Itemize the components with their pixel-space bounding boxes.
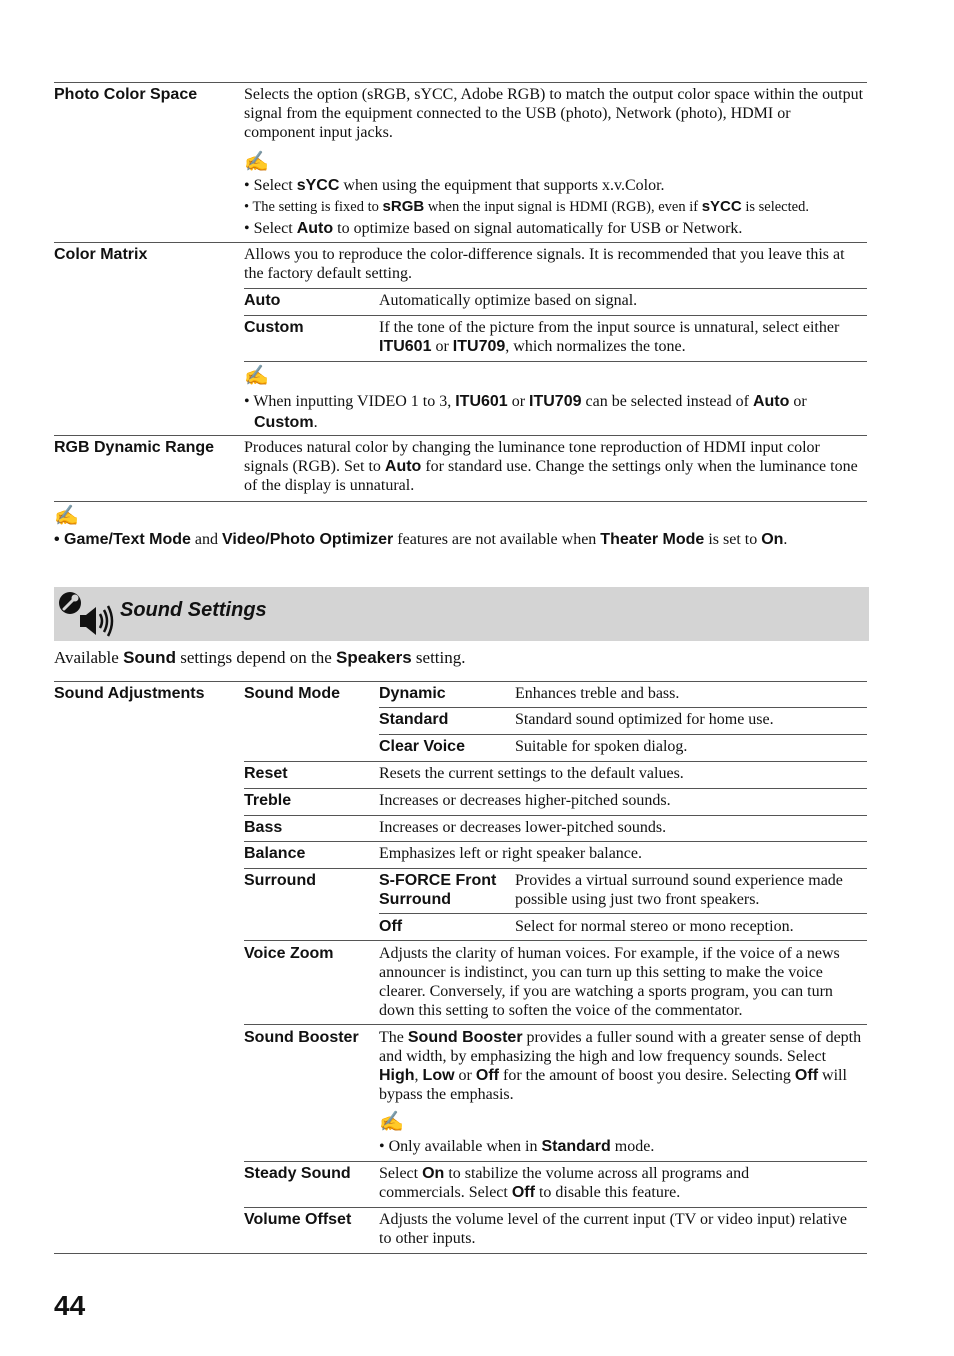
photo-color-space-note-2: • The setting is fixed to sRGB when the input signal is HDMI (RGB), even if sYCC is selected. [244, 198, 809, 215]
treble-label: Treble [244, 792, 292, 809]
reset-desc: Resets the current settings to the default values. [379, 765, 684, 782]
rule [244, 761, 867, 762]
sound-settings-banner [54, 587, 869, 641]
rgb-dynamic-range-desc: Produces natural color by changing the luminance tone reproduction of HDMI input color signals (RGB). Set to Auto for standard use. Change the settings only when the luminance tone of the display is unnatural. [244, 439, 858, 494]
balance-label: Balance [244, 845, 306, 862]
sound-intro: Available Sound settings depend on the Speakers setting. [54, 648, 466, 667]
note-icon: ✍ [244, 365, 269, 387]
color-matrix-custom-desc: If the tone of the picture from the input source is unnatural, select either ITU601 or ITU709, which normalizes the tone. [379, 319, 840, 355]
surround-off-label: Off [379, 918, 403, 935]
sound-booster-desc: The Sound Booster provides a fuller sound with a greater sense of depth and width, by emphasizing the high and low frequency sounds. Select High, Low or Off for the amount of boost you desire. Selecting Off will bypass the emphasis. [379, 1029, 862, 1103]
voice-zoom-label: Voice Zoom [244, 945, 334, 962]
wrench-speaker-icon [56, 590, 116, 640]
note-icon: ✍ [379, 1111, 404, 1133]
color-matrix-note: • When inputting VIDEO 1 to 3, ITU601 or ITU709 can be selected instead of Auto or Custom. [244, 393, 807, 431]
rule [54, 435, 867, 436]
steady-sound-label: Steady Sound [244, 1165, 351, 1182]
note-icon: ✍ [244, 151, 269, 173]
note-icon: ✍ [54, 505, 79, 527]
sound-booster-note: • Only available when in Standard mode. [379, 1138, 655, 1155]
rule [54, 1253, 867, 1254]
rule [54, 242, 867, 243]
sound-mode-option: Dynamic [379, 685, 446, 702]
color-matrix-desc: Allows you to reproduce the color-difference signals. It is recommended that you leave this at the factory default setting. [244, 246, 845, 282]
rule [54, 82, 867, 83]
rule [379, 707, 867, 708]
rule [244, 841, 867, 842]
surround-sforce-label: S-FORCE Front Surround [379, 872, 497, 908]
surround-off-desc: Select for normal stereo or mono reception. [515, 918, 794, 935]
rule [244, 868, 867, 869]
section-title: Sound Settings [120, 599, 267, 621]
sound-mode-option: Clear Voice [379, 738, 465, 755]
sound-adjustments-label: Sound Adjustments [54, 685, 205, 702]
volume-offset-desc: Adjusts the volume level of the current input (TV or video input) relative to other inputs. [379, 1211, 848, 1247]
rule [244, 815, 867, 816]
color-matrix-label: Color Matrix [54, 246, 148, 263]
rule [244, 315, 867, 316]
rule [244, 940, 867, 941]
photo-color-space-desc: Selects the option (sRGB, sYCC, Adobe RGB) to match the output color space within the output signal from the equipment connected to the USB (photo), Network (photo), HDMI or component input jacks. [244, 86, 864, 141]
reset-label: Reset [244, 765, 288, 782]
page-number: 44 [54, 1290, 86, 1321]
treble-desc: Increases or decreases higher-pitched sounds. [379, 792, 671, 809]
picture-footnote: • Game/Text Mode and Video/Photo Optimizer features are not available when Theater Mode is set to On. [54, 531, 788, 548]
rule [379, 734, 867, 735]
color-matrix-auto-desc: Automatically optimize based on signal. [379, 292, 638, 309]
sound-mode-option-desc: Standard sound optimized for home use. [515, 711, 774, 728]
sound-booster-label: Sound Booster [244, 1029, 359, 1046]
bass-label: Bass [244, 819, 283, 836]
surround-sforce-desc: Provides a virtual surround sound experience made possible using just two front speakers. [515, 872, 843, 908]
rule [379, 913, 867, 914]
rule [244, 1207, 867, 1208]
voice-zoom-desc: Adjusts the clarity of human voices. For example, if the voice of a news announcer is indistinct, you can turn up this setting to make the voice clearer. Conversely, if you are watching a sports program, you can turn down this setting to soften the voice of the commentator. [379, 945, 840, 1019]
color-matrix-custom-label: Custom [244, 319, 304, 336]
photo-color-space-note-3: • Select Auto to optimize based on signal automatically for USB or Network. [244, 220, 743, 237]
balance-desc: Emphasizes left or right speaker balance. [379, 845, 642, 862]
rule [54, 501, 867, 502]
rule [54, 681, 867, 682]
rule [244, 1024, 867, 1025]
photo-color-space-note-1: • Select sYCC when using the equipment that supports x.v.Color. [244, 177, 665, 194]
bass-desc: Increases or decreases lower-pitched sounds. [379, 819, 667, 836]
sound-mode-option: Standard [379, 711, 449, 728]
sound-mode-option-desc: Enhances treble and bass. [515, 685, 680, 702]
rule [244, 788, 867, 789]
steady-sound-desc: Select On to stabilize the volume across all programs and commercials. Select Off to disable this feature. [379, 1165, 750, 1201]
color-matrix-auto-label: Auto [244, 292, 281, 309]
photo-color-space-label: Photo Color Space [54, 86, 198, 103]
volume-offset-label: Volume Offset [244, 1211, 352, 1228]
rule [244, 361, 867, 362]
rgb-dynamic-range-label: RGB Dynamic Range [54, 439, 215, 456]
surround-label: Surround [244, 872, 316, 889]
sound-mode-option-desc: Suitable for spoken dialog. [515, 738, 688, 755]
rule [244, 288, 867, 289]
sound-mode-label: Sound Mode [244, 685, 340, 702]
rule [244, 1161, 867, 1162]
